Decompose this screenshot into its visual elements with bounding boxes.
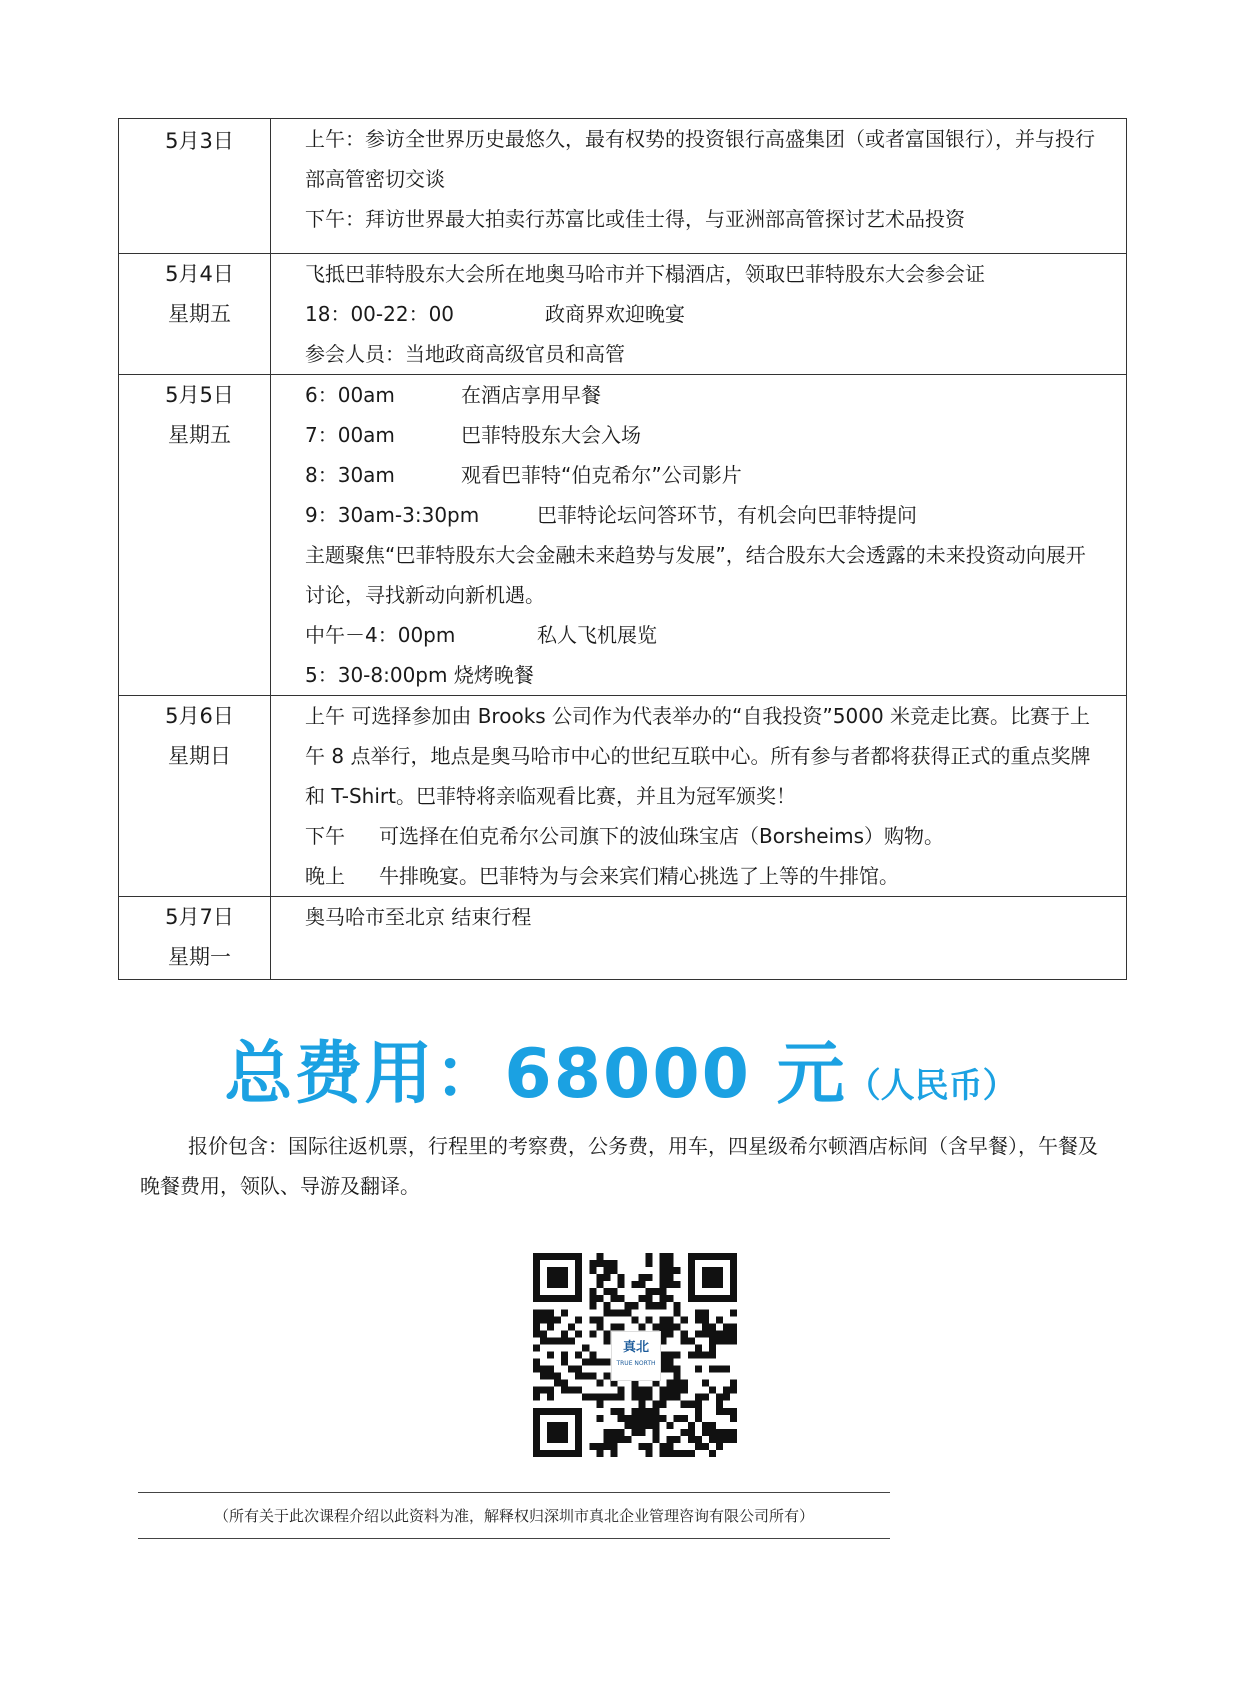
- activity-line: [305, 254, 1096, 294]
- activity-line: [305, 897, 1096, 937]
- activity-text: 牛排晚宴。巴菲特为与会来宾们精心挑选了上等的牛排馆。: [379, 864, 899, 888]
- qr-logo-main: 真北: [622, 1340, 649, 1355]
- schedule-row: [119, 696, 1127, 897]
- activity-text: 政商界欢迎晚宴: [545, 302, 685, 326]
- activity-line: [305, 615, 1096, 655]
- date-cell: [119, 254, 271, 375]
- footer-top-rule: [138, 1492, 890, 1493]
- activity-text: 可选择在伯克希尔公司旗下的波仙珠宝店（Borsheims）购物。: [379, 824, 945, 848]
- qr-logo-sub: TRUE NORTH: [616, 1360, 656, 1367]
- activity-cell: [271, 119, 1127, 254]
- activity-time: 中午－4：00pm: [305, 623, 456, 647]
- activity-text: 参会人员：当地政商高级官员和高管: [305, 342, 625, 366]
- price-amount: 68000 元: [504, 1035, 847, 1114]
- total-price-heading: [0, 1020, 1241, 1117]
- schedule-date: 5月4日: [165, 262, 234, 286]
- activity-time: 7：00am: [305, 423, 395, 447]
- schedule-table: [118, 118, 1127, 980]
- activity-text: 飞抵巴菲特股东大会所在地奥马哈市并下榻酒店，领取巴菲特股东大会参会证: [305, 262, 985, 286]
- activity-text: 主题聚焦“巴菲特股东大会金融未来趋势与发展”，结合股东大会透露的未来投资动向展开讨论，寻找新动向新机遇。: [305, 543, 1086, 607]
- activity-text: 奥马哈市至北京 结束行程: [305, 905, 532, 929]
- activity-line: [305, 816, 1096, 856]
- activity-text: 上午 可选择参加由 Brooks 公司作为代表举办的“自我投资”5000 米竞走比赛。比赛于上午 8 点举行，地点是奥马哈市中心的世纪互联中心。所有参与者都将获得正式的重点奖牌和 T-Shirt。巴菲特将亲临观看比赛，并且为冠军颁奖！: [305, 704, 1091, 808]
- activity-line: [305, 199, 1096, 239]
- activity-line: [305, 334, 1096, 374]
- date-cell: [119, 375, 271, 696]
- activity-text: 观看巴菲特“伯克希尔”公司影片: [461, 463, 742, 487]
- activity-text: 下午：拜访世界最大拍卖行苏富比或佳士得，与亚洲部高管探讨艺术品投资: [305, 207, 965, 231]
- activity-time: 9：30am-3:30pm: [305, 503, 480, 527]
- activity-cell: [271, 696, 1127, 897]
- activity-line: [305, 455, 1096, 495]
- activity-line: [305, 696, 1096, 816]
- activity-time: 8：30am: [305, 463, 395, 487]
- activity-text: 上午：参访全世界历史最悠久，最有权势的投资银行高盛集团（或者富国银行），并与投行部高管密切交谈: [305, 127, 1095, 191]
- date-cell: [119, 119, 271, 254]
- activity-line: [305, 375, 1096, 415]
- activity-time: 晚上: [305, 864, 345, 888]
- activity-time: 6：00am: [305, 383, 395, 407]
- schedule-date: 5月5日: [165, 383, 234, 407]
- schedule-date: 5月3日: [165, 129, 234, 153]
- activity-line: [305, 294, 1096, 334]
- activity-line: [305, 856, 1096, 896]
- date-cell: [119, 897, 271, 980]
- activity-line: [305, 655, 1096, 695]
- schedule-date: 5月6日: [165, 704, 234, 728]
- price-label: 总费用：: [224, 1035, 505, 1114]
- schedule-weekday: 星期五: [168, 302, 231, 326]
- activity-text: 5：30-8:00pm 烧烤晚餐: [305, 663, 534, 687]
- activity-cell: [271, 375, 1127, 696]
- activity-cell: [271, 254, 1127, 375]
- schedule-weekday: 星期日: [168, 744, 231, 768]
- schedule-weekday: 星期五: [168, 423, 231, 447]
- activity-time: 18：00-22：00: [305, 302, 455, 326]
- activity-line: [305, 415, 1096, 455]
- activity-text: 私人飞机展览: [537, 623, 657, 647]
- footer-bottom-rule: [138, 1538, 890, 1539]
- price-includes: 报价包含：国际往返机票，行程里的考察费，公务费，用车，四星级希尔顿酒店标间（含早餐），午餐及晚餐费用，领队、导游及翻译。: [140, 1134, 1098, 1198]
- schedule-row: [119, 375, 1127, 696]
- schedule-row: [119, 254, 1127, 375]
- activity-cell: [271, 897, 1127, 980]
- price-currency: （人民币）: [846, 1066, 1017, 1106]
- schedule-row: [119, 897, 1127, 980]
- activity-text: 巴菲特股东大会入场: [461, 423, 641, 447]
- activity-line: [305, 535, 1096, 615]
- activity-line: [305, 495, 1096, 535]
- footer-note: （所有关于此次课程介绍以此资料为准，解释权归深圳市真北企业管理咨询有限公司所有）: [213, 1507, 814, 1525]
- qr-code: [533, 1253, 737, 1457]
- date-cell: [119, 696, 271, 897]
- qr-logo: [611, 1331, 661, 1381]
- activity-text: 巴菲特论坛问答环节，有机会向巴菲特提问: [537, 503, 917, 527]
- activity-time: 下午: [305, 824, 345, 848]
- activity-line: [305, 119, 1096, 199]
- schedule-date: 5月7日: [165, 905, 234, 929]
- schedule-weekday: 星期一: [168, 945, 231, 969]
- activity-text: 在酒店享用早餐: [461, 383, 601, 407]
- schedule-row: [119, 119, 1127, 254]
